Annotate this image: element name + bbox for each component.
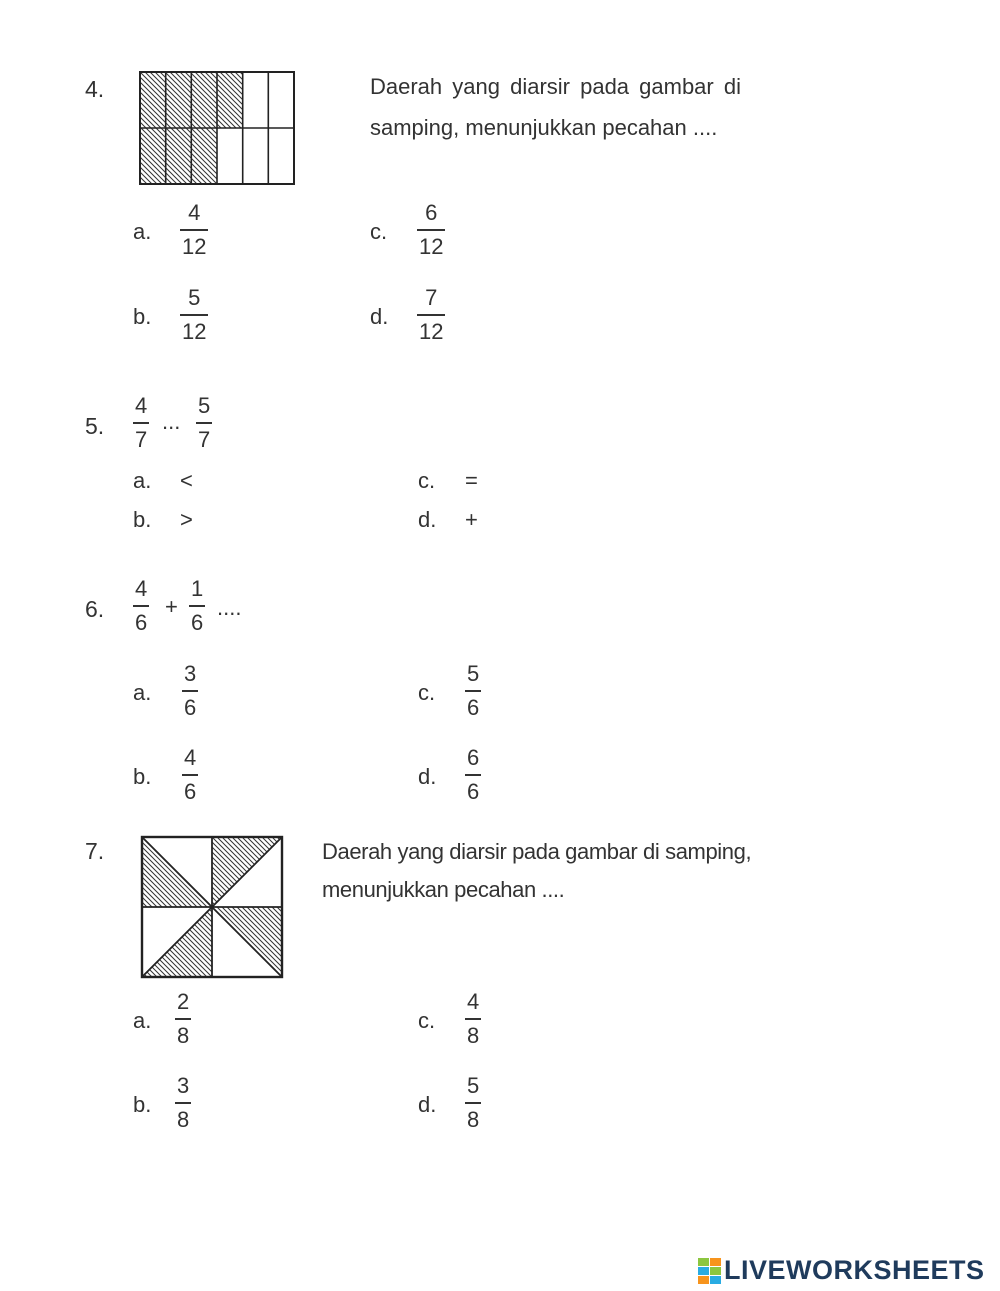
fraction-numerator: 4 <box>188 200 201 225</box>
q4-option-b-fraction[interactable] <box>180 287 208 343</box>
q5-option-c-value[interactable]: = <box>465 468 478 493</box>
fraction-denominator: 8 <box>177 1022 190 1048</box>
q6-option-c-letter[interactable]: c. <box>418 680 436 705</box>
q4-option-c-fraction[interactable] <box>417 202 445 258</box>
q5-option-d-letter[interactable]: d. <box>418 507 437 532</box>
q4-shaded-cell <box>191 72 217 128</box>
fraction-denominator: 6 <box>467 778 480 804</box>
fraction-numerator: 4 <box>184 745 197 770</box>
q7-option-b-letter[interactable]: b. <box>133 1092 152 1117</box>
q4-shaded-cell <box>140 72 166 128</box>
q4-option-b-letter[interactable]: b. <box>133 304 152 329</box>
liveworksheets-logo-text: LIVEWORKSHEETS <box>724 1255 985 1285</box>
q6-option-a-letter[interactable]: a. <box>133 680 152 705</box>
q4-shaded-cell <box>166 128 192 184</box>
q5-option-c-letter[interactable]: c. <box>418 468 436 493</box>
fraction-denominator: 6 <box>467 694 480 720</box>
fraction-denominator: 6 <box>135 609 148 635</box>
q6-plus-operator: + <box>165 594 178 619</box>
q4-option-d-letter[interactable]: d. <box>370 304 389 329</box>
q6-option-a-fraction[interactable] <box>182 663 198 719</box>
fraction-denominator: 12 <box>419 318 444 344</box>
liveworksheets-logo[interactable] <box>698 1255 985 1286</box>
q7-option-c-fraction[interactable] <box>465 991 481 1047</box>
q4-option-d-fraction[interactable] <box>417 287 445 343</box>
fraction-numerator: 2 <box>177 989 190 1014</box>
q4-option-a-fraction[interactable] <box>180 202 208 258</box>
fraction-numerator: 4 <box>467 989 480 1014</box>
fraction-numerator: 5 <box>467 661 480 686</box>
liveworksheets-logo-icon <box>698 1256 722 1286</box>
q4-option-c-letter[interactable]: c. <box>370 219 388 244</box>
q4-question-line2: samping, menunjukkan pecahan .... <box>370 115 718 140</box>
fraction-denominator: 7 <box>135 426 148 452</box>
q6-option-b-fraction[interactable] <box>182 747 198 803</box>
q4-shaded-cell <box>140 128 166 184</box>
q7-option-a-letter[interactable]: a. <box>133 1008 152 1033</box>
q6-option-c-fraction[interactable] <box>465 663 481 719</box>
fraction-numerator: 7 <box>425 285 438 310</box>
q6-right-fraction <box>189 578 205 634</box>
fraction-numerator: 4 <box>135 576 148 601</box>
q5-number: 5. <box>85 413 105 439</box>
fraction-numerator: 5 <box>198 393 211 418</box>
q4-option-a-letter[interactable]: a. <box>133 219 152 244</box>
q7-option-d-letter[interactable]: d. <box>418 1092 437 1117</box>
fraction-denominator: 7 <box>198 426 211 452</box>
q6-option-b-letter[interactable]: b. <box>133 764 152 789</box>
q6-option-d-letter[interactable]: d. <box>418 764 437 789</box>
fraction-denominator: 6 <box>184 694 197 720</box>
q7-question-line2: menunjukkan pecahan .... <box>322 877 565 902</box>
q7-option-c-letter[interactable]: c. <box>418 1008 436 1033</box>
q4-shaded-cell <box>191 128 217 184</box>
fraction-numerator: 5 <box>188 285 201 310</box>
q5-option-a-value[interactable]: < <box>180 468 193 493</box>
fraction-numerator: 5 <box>467 1073 480 1098</box>
q7-question-line1: Daerah yang diarsir pada gambar di samping, <box>322 839 752 864</box>
fraction-numerator: 4 <box>135 393 148 418</box>
fraction-denominator: 12 <box>419 233 444 259</box>
q7-option-b-fraction[interactable] <box>175 1075 191 1131</box>
fraction-numerator: 3 <box>184 661 197 686</box>
q5-blank-dots[interactable]: ... <box>162 409 181 434</box>
q6-left-fraction <box>133 578 149 634</box>
fraction-denominator: 8 <box>467 1022 480 1048</box>
q4-question-line1: Daerah yang diarsir pada gambar di <box>370 74 741 99</box>
q5-left-fraction <box>133 395 149 451</box>
fraction-numerator: 1 <box>191 576 204 601</box>
q4-figure-grid <box>138 70 298 186</box>
fraction-denominator: 6 <box>191 609 204 635</box>
q5-right-fraction <box>196 395 212 451</box>
q6-blank-dots[interactable]: .... <box>217 595 242 620</box>
q7-number: 7. <box>85 838 105 864</box>
q6-number: 6. <box>85 596 105 622</box>
q4-shaded-cell <box>166 72 192 128</box>
q4-shaded-cell <box>217 72 243 128</box>
q7-figure-square <box>139 834 285 980</box>
q5-option-b-letter[interactable]: b. <box>133 507 152 532</box>
q4-number: 4. <box>85 76 105 102</box>
q7-option-d-fraction[interactable] <box>465 1075 481 1131</box>
fraction-numerator: 6 <box>425 200 438 225</box>
fraction-denominator: 8 <box>467 1106 480 1132</box>
fraction-denominator: 6 <box>184 778 197 804</box>
q7-option-a-fraction[interactable] <box>175 991 191 1047</box>
q5-option-a-letter[interactable]: a. <box>133 468 152 493</box>
q5-option-d-value[interactable]: + <box>465 507 478 532</box>
fraction-denominator: 12 <box>182 233 207 259</box>
fraction-denominator: 12 <box>182 318 207 344</box>
fraction-numerator: 3 <box>177 1073 190 1098</box>
q5-option-b-value[interactable]: > <box>180 507 193 532</box>
fraction-numerator: 6 <box>467 745 480 770</box>
fraction-denominator: 8 <box>177 1106 190 1132</box>
q6-option-d-fraction[interactable] <box>465 747 481 803</box>
